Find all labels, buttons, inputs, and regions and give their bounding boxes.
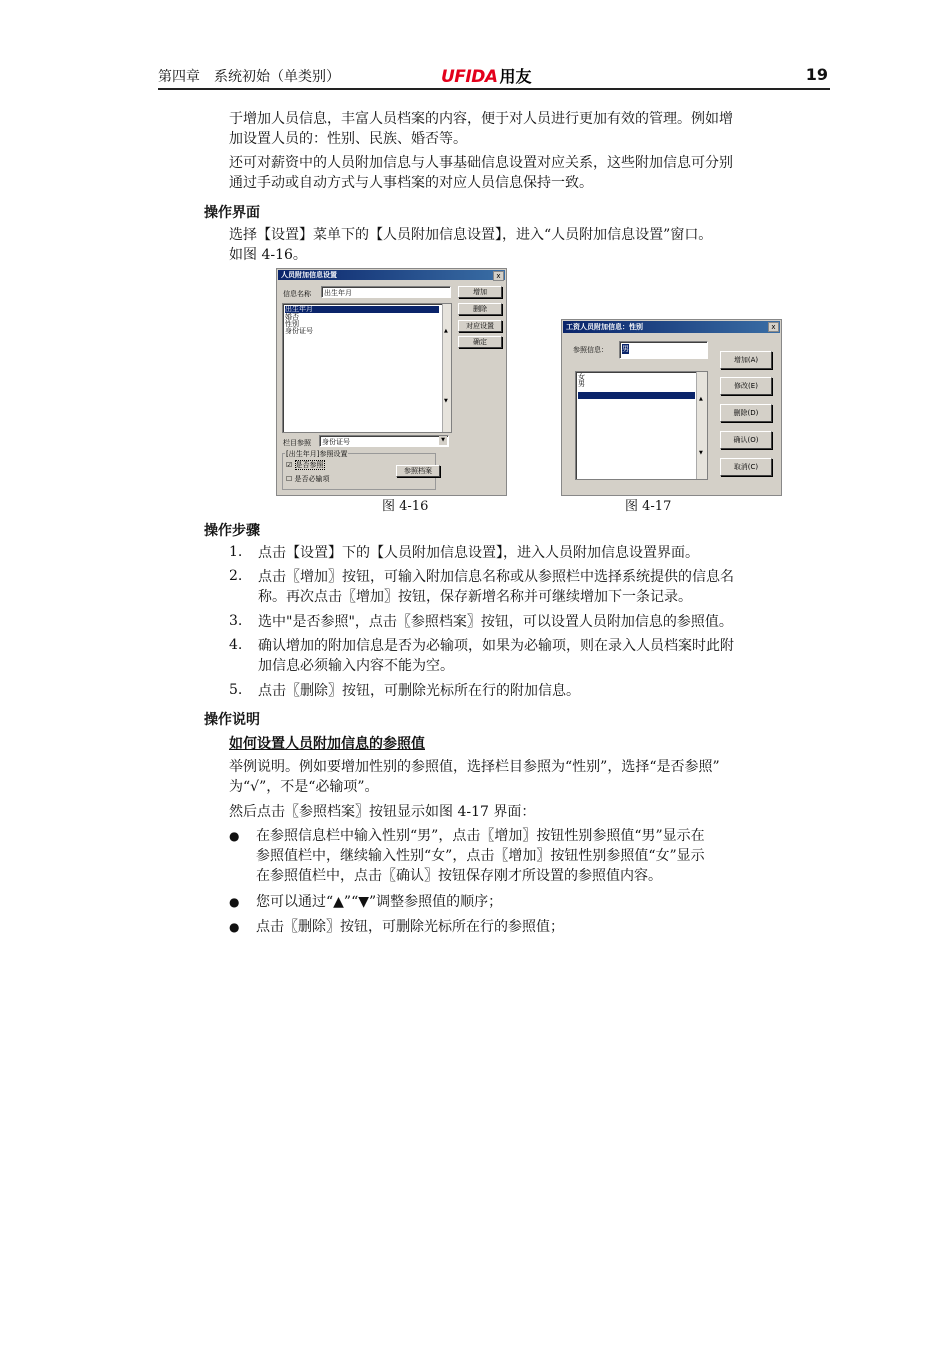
ref-archive-button[interactable]: 参照档案 — [396, 465, 440, 477]
figure-caption-16: 图 4-16 — [382, 499, 429, 514]
selected-row[interactable] — [578, 392, 695, 399]
column-ref-select[interactable] — [319, 435, 449, 447]
list-item[interactable]: 婚否 — [285, 313, 299, 321]
scroll-down-icon[interactable]: ▼ — [699, 450, 703, 456]
confirm-button[interactable]: 确定 — [458, 336, 502, 348]
notes-subheading: 如何设置人员附加信息的参照值 — [229, 736, 425, 752]
list-item[interactable]: 男 — [578, 380, 585, 388]
bullet-icon: ● — [229, 895, 240, 909]
step-2-line1: 点击〖增加〗按钮，可输入附加信息名称或从参照栏中选择系统提供的信息名 — [258, 569, 734, 585]
page-number: 19 — [805, 65, 828, 84]
intro-p2-line1: 还可对薪资中的人员附加信息与人事基础信息设置对应关系，这些附加信息可分别 — [229, 155, 733, 171]
step-4-line2: 加信息必须输入内容不能为空。 — [258, 658, 454, 674]
list-item[interactable]: 身份证号 — [285, 327, 313, 335]
chevron-down-icon[interactable]: ▼ — [439, 436, 447, 445]
list-scrollbar[interactable] — [442, 304, 451, 432]
step-1-line1: 点击【设置】下的【人员附加信息设置】，进入人员附加信息设置界面。 — [258, 545, 699, 561]
section-heading-notes: 操作说明 — [204, 712, 260, 728]
step-4-line1: 确认增加的附加信息是否为必输项，如果为必输项，则在录入人员档案时此附 — [258, 638, 734, 654]
delete-button[interactable]: 删除(D) — [720, 404, 772, 422]
column-ref-label: 栏目参照 — [283, 439, 311, 447]
is-reference-label: 是否参照 — [295, 461, 324, 469]
dialog-person-extra-info — [276, 268, 507, 496]
ref-settings-label: [出生年月]参照设置 — [286, 450, 348, 458]
bullet1-line2: 参照值栏中，继续输入性别“女”，点击〖增加〗按钮性别参照值“女”显示 — [256, 848, 705, 864]
notes-p1-line1: 举例说明。例如要增加性别的参照值，选择栏目参照为“性别”，选择“是否参照” — [229, 759, 720, 775]
step-number: 1. — [229, 544, 243, 560]
intro-p2-line2: 通过手动或自动方式与人事档案的对应人员信息保持一致。 — [229, 175, 593, 191]
step-number: 3. — [229, 613, 243, 629]
notes-p2: 然后点击〖参照档案〗按钮显示如图 4-17 界面： — [229, 804, 536, 820]
ui-line2: 如图 4-16。 — [229, 247, 307, 263]
ref-value-list[interactable] — [575, 371, 708, 480]
mapping-button[interactable]: 对应设置 — [458, 320, 502, 332]
dialog-title: 工资人员附加信息：性别 — [566, 323, 643, 331]
edit-button[interactable]: 修改(E) — [720, 377, 772, 395]
logo-en: UFIDA — [441, 67, 498, 87]
bullet1-line3: 在参照值栏中，点击〖确认〗按钮保存刚才所设置的参照值内容。 — [256, 868, 662, 884]
bullet-icon: ● — [229, 829, 240, 843]
page-header — [158, 64, 830, 90]
cancel-button[interactable]: 取消(C) — [720, 458, 772, 476]
scroll-down-icon[interactable]: ▼ — [444, 398, 448, 404]
dialog-titlebar — [278, 270, 505, 280]
info-name-value: 出生年月 — [324, 289, 352, 297]
is-required-label: 是否必输项 — [294, 475, 330, 483]
step-2-line2: 称。再次点击〖增加〗按钮，保存新增名称并可继续增加下一条记录。 — [258, 589, 692, 605]
list-item[interactable]: 出生年月 — [285, 306, 439, 313]
ref-info-label: 参照信息： — [573, 346, 608, 354]
notes-p1-line2: 为“√”，不是“必输项”。 — [229, 779, 379, 795]
confirm-button[interactable]: 确认(O) — [720, 431, 772, 449]
dialog-gender-ref — [561, 319, 782, 496]
ufida-logo — [441, 64, 532, 87]
checkbox-checked-icon: ☑ — [286, 461, 293, 469]
bullet-icon: ● — [229, 920, 240, 934]
list-item[interactable]: 性别 — [285, 320, 299, 328]
section-heading-steps: 操作步骤 — [204, 523, 260, 539]
list-scrollbar[interactable] — [696, 372, 707, 479]
info-list[interactable] — [282, 303, 452, 433]
bullet3: 点击〖删除〗按钮，可删除光标所在行的参照值； — [256, 919, 564, 935]
section-heading-ui: 操作界面 — [204, 205, 260, 221]
checkbox-empty-icon: ☐ — [286, 475, 293, 483]
figure-caption-17: 图 4-17 — [625, 499, 672, 514]
info-name-input[interactable] — [321, 286, 451, 298]
is-required-checkbox[interactable] — [286, 474, 330, 484]
step-3-line1: 选中"是否参照"，点击〖参照档案〗按钮，可以设置人员附加信息的参照值。 — [258, 614, 733, 630]
intro-p1-line2: 加设置人员的：性别、民族、婚否等。 — [229, 131, 467, 147]
step-number: 4. — [229, 637, 243, 653]
bullet1-line1: 在参照信息栏中输入性别“男”，点击〖增加〗按钮性别参照值“男”显示在 — [256, 828, 705, 844]
add-button[interactable]: 增加 — [458, 286, 502, 298]
bullet2: 您可以通过“▲”“▼”调整参照值的顺序； — [256, 894, 503, 910]
ref-info-value: 男 — [622, 345, 629, 353]
info-name-label: 信息名称 — [283, 290, 311, 298]
list-item[interactable]: 女 — [578, 373, 585, 381]
logo-cn: 用友 — [499, 67, 532, 86]
step-number: 5. — [229, 682, 243, 698]
dialog-title: 人员附加信息设置 — [281, 271, 337, 279]
step-5-line1: 点击〖删除〗按钮，可删除光标所在行的附加信息。 — [258, 683, 580, 699]
intro-p1-line1: 于增加人员信息，丰富人员档案的内容，便于对人员进行更加有效的管理。例如增 — [229, 111, 733, 127]
scroll-up-icon[interactable]: ▲ — [699, 396, 703, 402]
chapter-title: 第四章 系统初始（单类别） — [158, 69, 340, 85]
step-number: 2. — [229, 568, 243, 584]
is-reference-checkbox[interactable] — [286, 460, 325, 470]
add-button[interactable]: 增加(A) — [720, 351, 772, 369]
ref-settings-group — [282, 450, 436, 490]
delete-button[interactable]: 删除 — [458, 303, 502, 315]
scroll-up-icon[interactable]: ▲ — [444, 328, 448, 334]
column-ref-value: 身份证号 — [322, 438, 350, 446]
close-icon[interactable]: x — [493, 271, 504, 281]
close-icon[interactable]: x — [768, 322, 779, 332]
ref-info-input[interactable] — [619, 341, 708, 359]
ui-line1: 选择【设置】菜单下的【人员附加信息设置】，进入“人员附加信息设置”窗口。 — [229, 227, 713, 243]
dialog-titlebar — [563, 321, 780, 333]
